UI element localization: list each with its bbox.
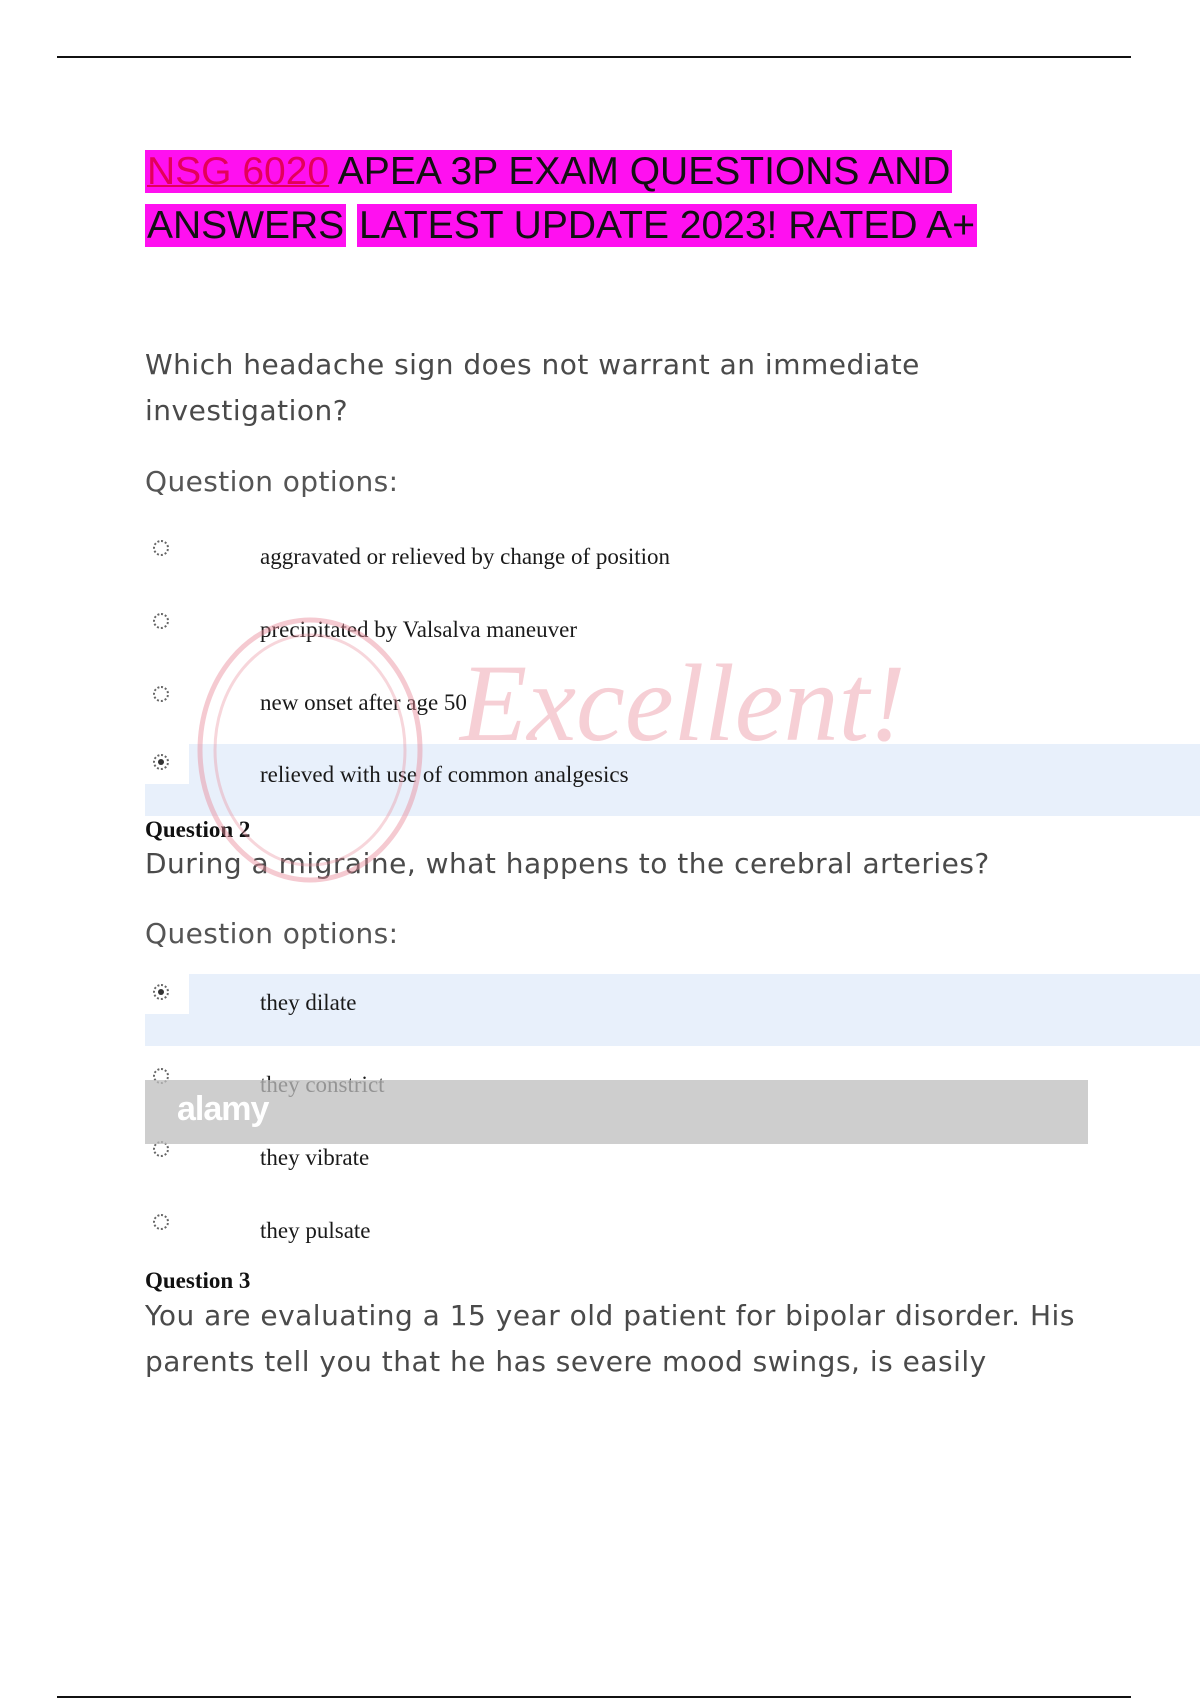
radio-box bbox=[145, 603, 189, 643]
question-1-stem-line1: Which headache sign does not warrant an immediate bbox=[145, 348, 920, 381]
option-label: precipitated by Valsalva maneuver bbox=[260, 617, 577, 642]
option-label: they vibrate bbox=[260, 1145, 370, 1170]
stock-logo: alamy bbox=[177, 1090, 269, 1128]
question-3-stem-line1: You are evaluating a 15 year old patient for bipolar disorder. His bbox=[145, 1299, 1075, 1332]
option-label: relieved with use of common analgesics bbox=[260, 762, 629, 787]
radio-icon[interactable] bbox=[153, 613, 169, 629]
radio-selected-icon[interactable] bbox=[153, 984, 169, 1000]
document-title bbox=[145, 145, 1045, 253]
radio-icon[interactable] bbox=[153, 540, 169, 556]
question-3-heading: Question 3 bbox=[145, 1268, 251, 1293]
question-1-stem-line2: investigation? bbox=[145, 394, 349, 427]
question-3-stem-line2: parents tell you that he has severe mood swings, is easily bbox=[145, 1345, 987, 1378]
stamp-text: Excellent! bbox=[460, 642, 906, 764]
option-label: they dilate bbox=[260, 990, 357, 1015]
radio-box bbox=[145, 1204, 189, 1244]
question-2-options-label: Question options: bbox=[145, 917, 399, 950]
stock-image-watermark bbox=[145, 1080, 1088, 1144]
question-1-option-3[interactable] bbox=[145, 676, 1200, 748]
question-1-stem bbox=[145, 342, 920, 434]
question-1-option-4[interactable] bbox=[145, 744, 1200, 816]
radio-box bbox=[145, 530, 189, 570]
radio-box bbox=[145, 974, 189, 1014]
radio-icon[interactable] bbox=[153, 686, 169, 702]
course-code: NSG 6020 bbox=[147, 150, 330, 193]
question-3-stem bbox=[145, 1293, 1075, 1385]
question-2-option-1[interactable] bbox=[145, 974, 1200, 1046]
question-2-heading: Question 2 bbox=[145, 817, 251, 842]
question-1-option-2[interactable] bbox=[145, 603, 1200, 675]
title-line2a: ANSWERS bbox=[147, 204, 345, 247]
option-label: new onset after age 50 bbox=[260, 690, 467, 715]
title-line2b: LATEST UPDATE 2023! RATED A+ bbox=[359, 204, 975, 247]
radio-box bbox=[145, 744, 189, 784]
title-line1: APEA 3P EXAM QUESTIONS AND bbox=[337, 150, 951, 193]
radio-box bbox=[145, 676, 189, 716]
radio-icon[interactable] bbox=[153, 1214, 169, 1230]
question-1-options-label: Question options: bbox=[145, 465, 399, 498]
question-1-option-1[interactable] bbox=[145, 530, 1200, 602]
option-label: they pulsate bbox=[260, 1218, 371, 1243]
header-rule bbox=[57, 56, 1131, 58]
footer-rule bbox=[57, 1696, 1131, 1698]
question-2-stem: During a migraine, what happens to the cerebral arteries? bbox=[145, 847, 990, 880]
radio-selected-icon[interactable] bbox=[153, 754, 169, 770]
question-2-option-4[interactable] bbox=[145, 1204, 1200, 1276]
option-label: aggravated or relieved by change of position bbox=[260, 544, 671, 569]
